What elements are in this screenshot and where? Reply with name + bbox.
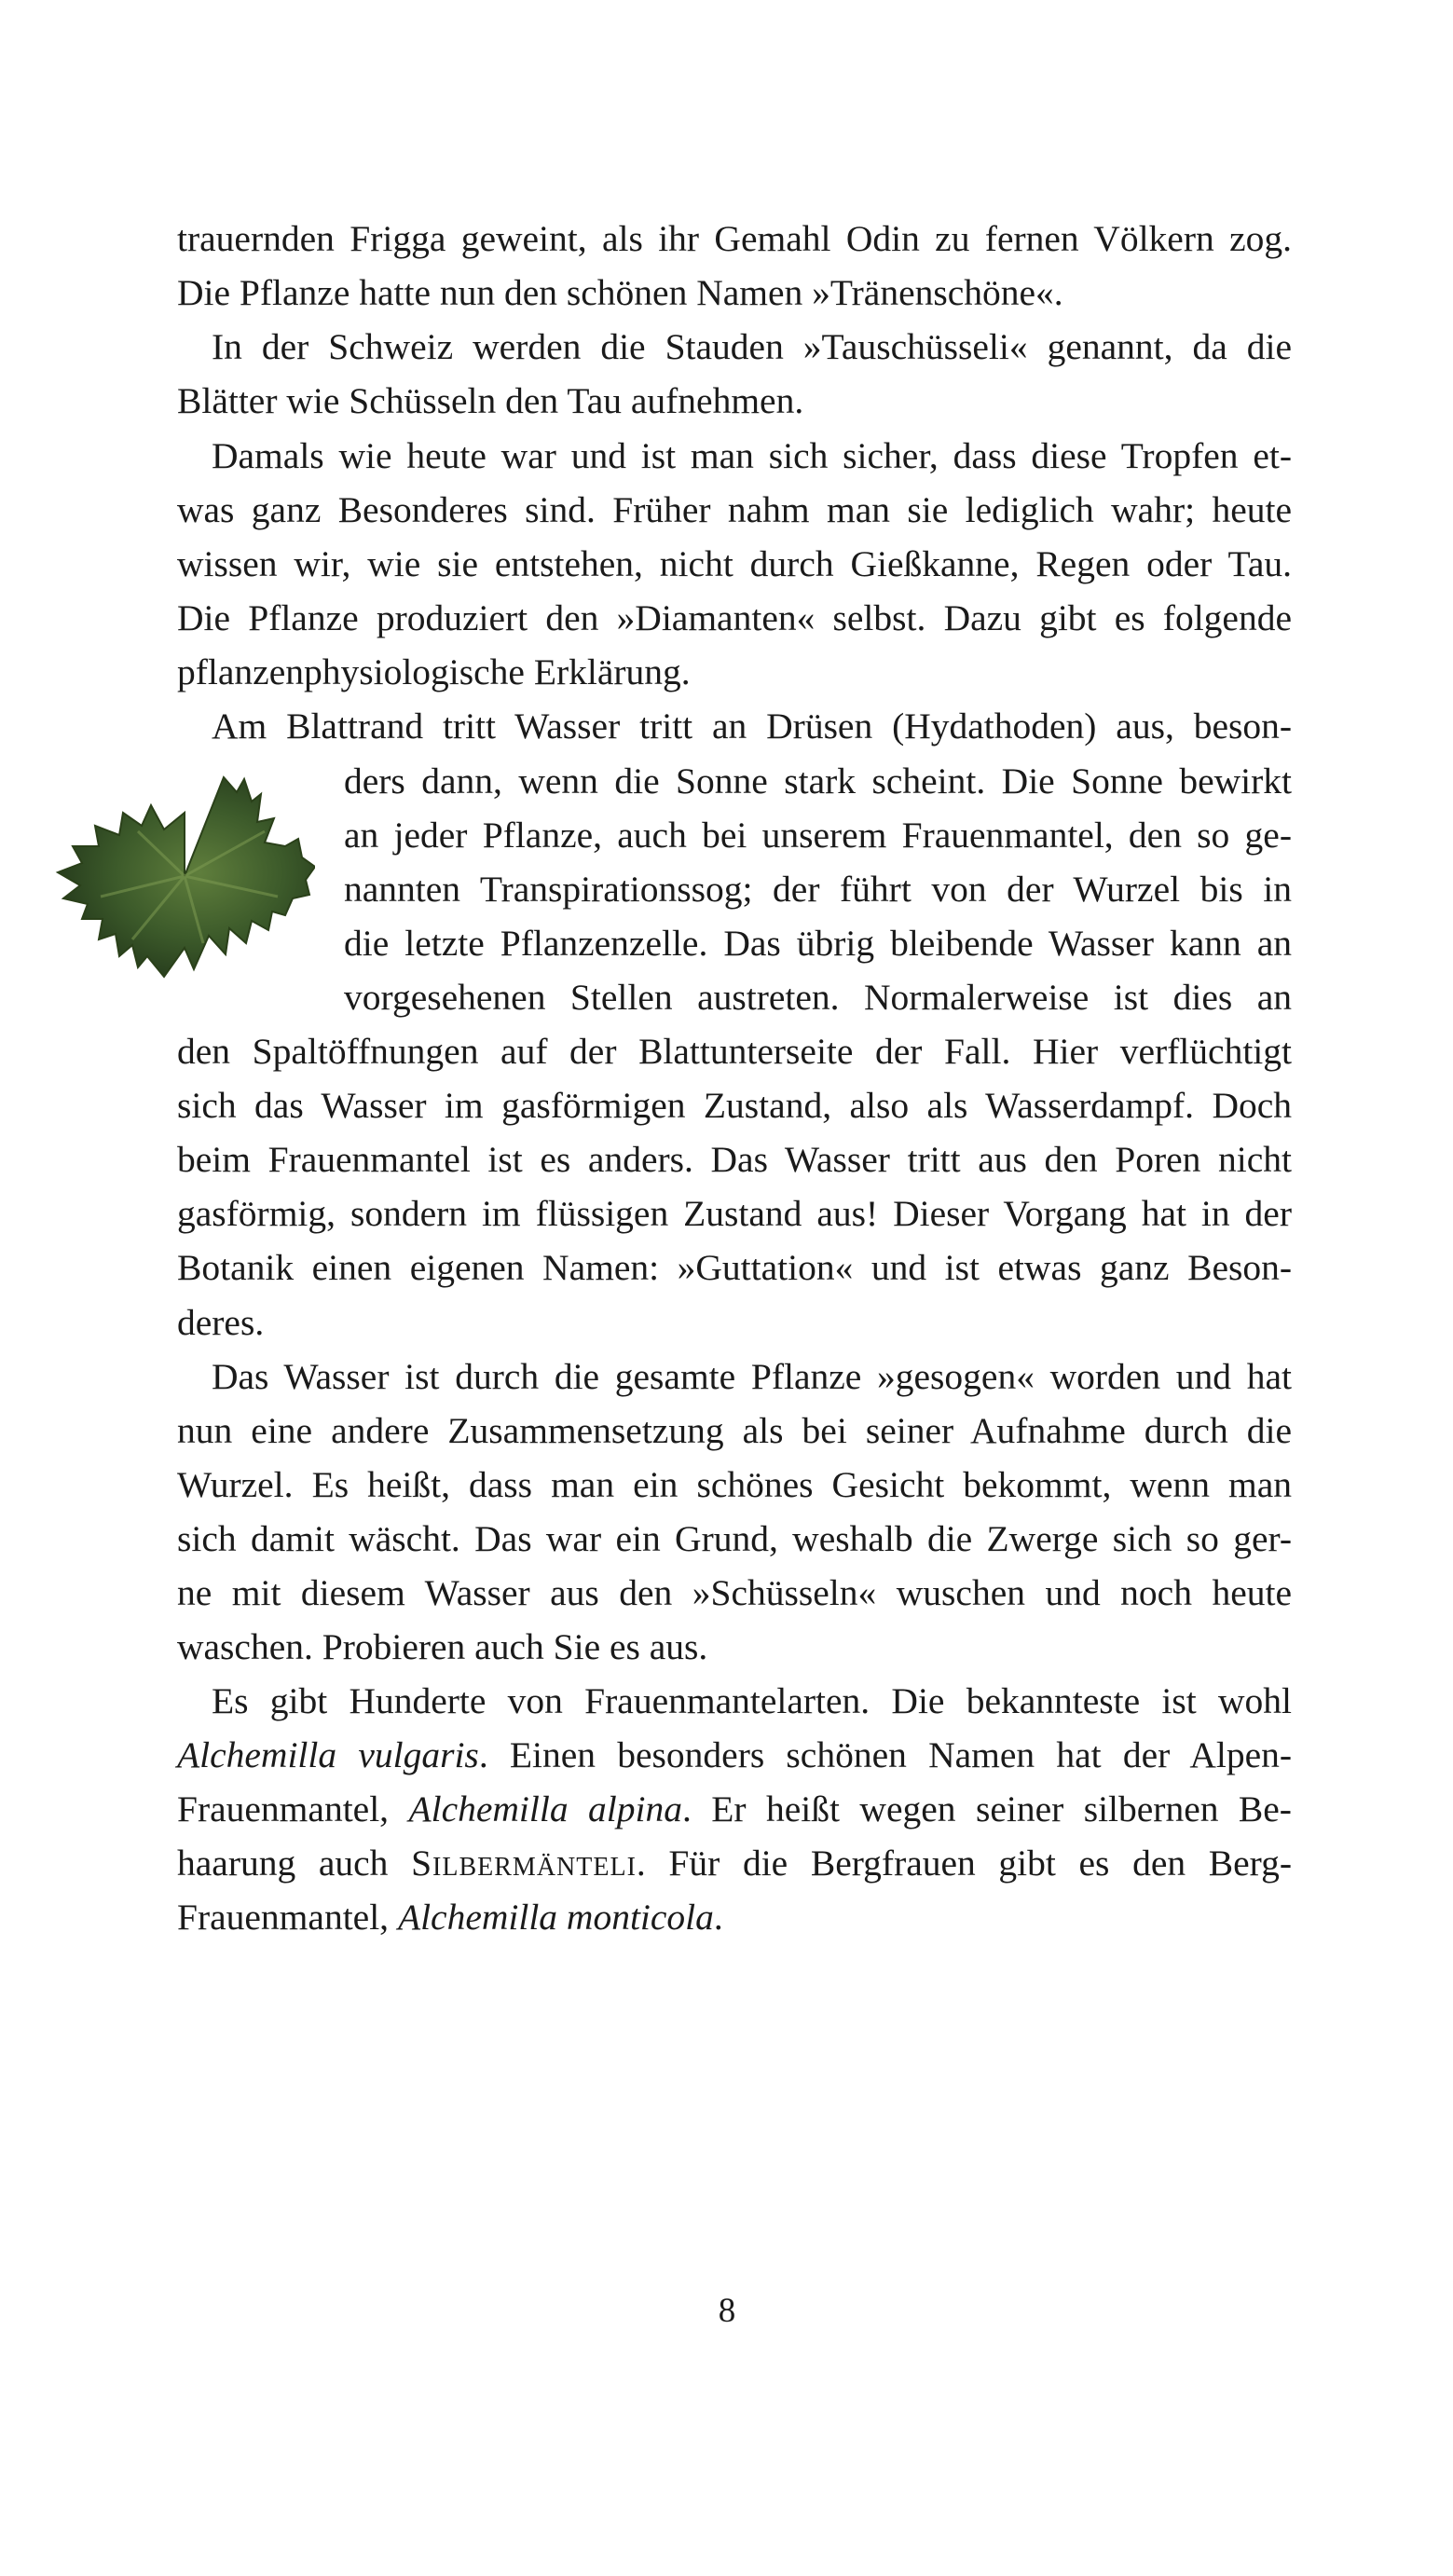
species-name: Alchemilla alpina [408, 1788, 682, 1829]
text-line: sich damit wäscht. Das war ein Grund, weshalb die Zwerge sich so ger- [177, 1518, 1292, 1559]
nickname-small-caps: Silbermänteli [411, 1843, 637, 1884]
text-line: Damals wie heute war und ist man sich sicher, dass diese Tropfen et- [212, 435, 1292, 476]
text-line: deres. [177, 1302, 265, 1343]
text-line: Frauenmantel, Alchemilla monticola. [177, 1897, 723, 1938]
text-line: Es gibt Hunderte von Frauenmantelarten. Die bekannteste ist wohl [212, 1680, 1292, 1721]
text-line: Das Wasser ist durch die gesamte Pflanze »gesogen« worden und hat [212, 1356, 1292, 1397]
text-line: die letzte Pflanzenzelle. Das übrig bleibende Wasser kann an [344, 923, 1292, 964]
text-line: ders dann, wenn die Sonne stark scheint. Die Sonne bewirkt [344, 760, 1292, 802]
text-line: Alchemilla vulgaris. Einen besonders schönen Namen hat der Alpen- [177, 1734, 1292, 1775]
page-number: 8 [718, 2292, 736, 2330]
text-line: beim Frauenmantel ist es anders. Das Wasser tritt aus den Poren nicht [177, 1139, 1292, 1180]
text-line: sich das Wasser im gasförmigen Zustand, also als Wasserdampf. Doch [177, 1085, 1292, 1126]
text-line: Die Pflanze hatte nun den schönen Namen »Tränenschöne«. [177, 272, 1063, 313]
text-line: den Spaltöffnungen auf der Blattunterseite der Fall. Hier verflüchtigt [177, 1031, 1292, 1072]
text-line: trauernden Frigga geweint, als ihr Gemahl Odin zu fernen Völkern zog. [177, 218, 1292, 259]
species-name: Alchemilla monticola [397, 1897, 714, 1938]
text-line: was ganz Besonderes sind. Früher nahm man sie lediglich wahr; heute [177, 489, 1292, 530]
text-line: Die Pflanze produziert den »Diamanten« selbst. Dazu gibt es folgende [177, 597, 1292, 638]
species-name: Alchemilla vulgaris [177, 1734, 479, 1775]
text-line: Frauenmantel, Alchemilla alpina. Er heißt wegen seiner silbernen Be- [177, 1788, 1292, 1829]
text-line: ne mit diesem Wasser aus den »Schüsseln« wuschen und noch heute [177, 1572, 1292, 1613]
text-line: haarung auch Silbermänteli. Für die Bergfrauen gibt es den Berg- [177, 1843, 1292, 1884]
text-line: gasförmig, sondern im flüssigen Zustand aus! Dieser Vorgang hat in der [177, 1193, 1292, 1234]
text-line: waschen. Probieren auch Sie es aus. [177, 1626, 708, 1667]
text-line: In der Schweiz werden die Stauden »Tauschüsseli« genannt, da die [212, 326, 1292, 367]
text-line: Am Blattrand tritt Wasser tritt an Drüsen (Hydathoden) aus, beson- [212, 706, 1292, 747]
text-line: vorgesehenen Stellen austreten. Normalerweise ist dies an [344, 977, 1292, 1018]
text-line: nun eine andere Zusammensetzung als bei seiner Aufnahme durch die [177, 1410, 1292, 1451]
text-line: nannten Transpirationssog; der führt von der Wurzel bis in [344, 869, 1292, 910]
lady-mantle-leaf-icon [45, 757, 315, 1010]
text-line: Botanik einen eigenen Namen: »Guttation« und ist etwas ganz Beson- [177, 1247, 1292, 1288]
text-line: Blätter wie Schüsseln den Tau aufnehmen. [177, 380, 804, 421]
text-line: wissen wir, wie sie entstehen, nicht durch Gießkanne, Regen oder Tau. [177, 543, 1292, 584]
text-line: pflanzenphysiologische Erklärung. [177, 651, 691, 692]
text-line: Wurzel. Es heißt, dass man ein schönes Gesicht bekommt, wenn man [177, 1464, 1292, 1505]
text-line: an jeder Pflanze, auch bei unserem Frauenmantel, den so ge- [344, 815, 1292, 856]
